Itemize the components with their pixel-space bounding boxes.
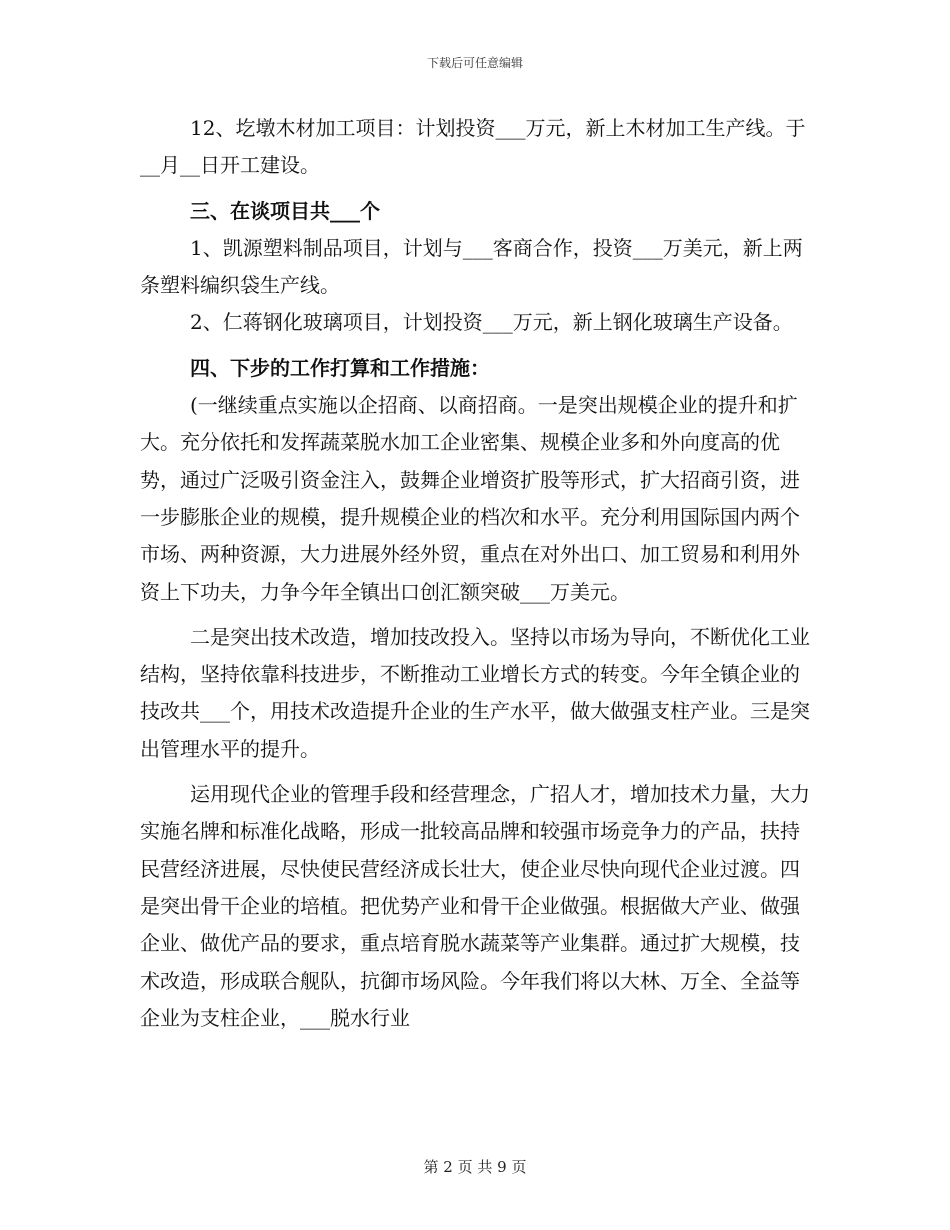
paragraph-project-12: 12、圪墩木材加工项目：计划投资___万元，新上木材加工生产线。于__月__日开工建设。 [140, 116, 806, 178]
paragraph-measure-3: 运用现代企业的管理手段和经营理念，广招人才，增加技术力量，大力实施名牌和标准化战略，形成一批较高品牌和较强市场竞争力的产品，扶持民营经济进展，尽快使民营经济成长壮大，使企业尽快向现代企业过渡。四是突出骨干企业的培植。把优势产业和骨干企业做强。根据做大产业、做强企业、做优产品的要求，重点培育脱水蔬菜等产业集群。通过扩大规模，技术改造，形成联合舰队，抗御市场风险。今年我们将以大林、万全、全益等企业为支柱企业，___脱水行业 [140, 782, 810, 1030]
section-heading-3: 三、在谈项目共___个 [190, 198, 380, 223]
paragraph-project-renjiang: 2、仁蒋钢化玻璃项目，计划投资___万元，新上钢化玻璃生产设备。 [190, 310, 793, 335]
paragraph-measure-2: 二是突出技术改造，增加技改投入。坚持以市场为导向，不断优化工业结构，坚持依靠科技进步，不断推动工业增长方式的转变。今年全镇企业的技改共___个，用技术改造提升企业的生产水平，做大做强支柱产业。三是突出管理水平的提升。 [140, 624, 810, 761]
section-heading-4: 四、下步的工作打算和工作措施： [190, 355, 490, 380]
paragraph-measure-1: (一继续重点实施以企招商、以商招商。一是突出规模企业的提升和扩大。充分依托和发挥蔬菜脱水加工企业密集、规模企业多和外向度高的优势，通过广泛吸引资金注入，鼓舞企业增资扩股等形式，扩大招商引资，进一步膨胀企业的规模，提升规模企业的档次和水平。充分利用国际国内两个市场、两种资源，大力进展外经外贸，重点在对外出口、加工贸易和利用外资上下功夫，力争今年全镇出口创汇额突破___万美元。 [140, 393, 800, 604]
spacer [140, 342, 810, 350]
spacer [140, 768, 810, 776]
spacer [140, 185, 810, 193]
spacer [140, 611, 810, 619]
document-body [140, 110, 810, 1037]
page-footer: 第 2 页 共 9 页 [423, 1158, 527, 1176]
page-header: 下载后可任意编辑 [426, 56, 523, 70]
paragraph-project-kaiyuan: 1、凯源塑料制品项目，计划与___客商合作，投资___万美元，新上两条塑料编织袋生产线。 [140, 235, 803, 298]
